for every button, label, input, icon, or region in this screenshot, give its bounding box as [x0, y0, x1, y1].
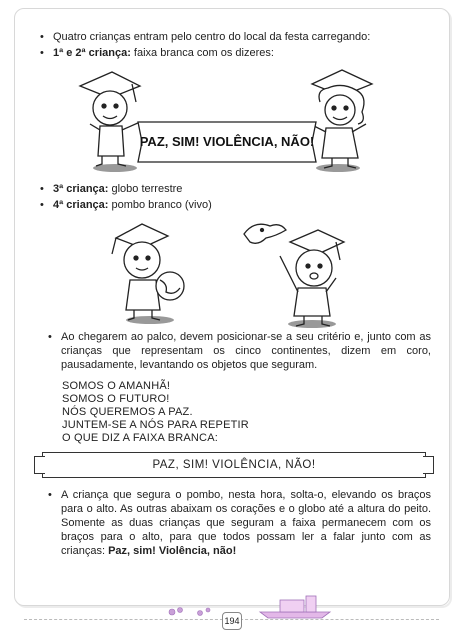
dove-icon: [244, 224, 286, 243]
child4-line: [40, 198, 433, 212]
globe-kid-drawing: [112, 224, 184, 320]
chant-line: JUNTEM-SE A NÓS PARA REPETIR: [62, 419, 249, 431]
bullet-dot: •: [40, 183, 44, 195]
chant-block: [62, 380, 249, 445]
chant-line: NÓS QUEREMOS A PAZ.: [62, 406, 193, 418]
illustration-banner: [138, 122, 316, 162]
final-text-bold: Paz, sim! Violência, não!: [108, 545, 237, 557]
banner-box-text: PAZ, SIM! VIOLÊNCIA, NÃO!: [152, 459, 316, 471]
globe-dove-kids-illustration: [90, 212, 380, 330]
child12-label: 1ª e 2ª criança:: [53, 47, 131, 59]
bullet-dot: •: [40, 47, 44, 59]
chant-line: SOMOS O AMANHÃ!: [62, 380, 171, 392]
bullet-dot: •: [40, 199, 44, 211]
intro-line: [40, 30, 433, 44]
arrival-text: Ao chegarem ao palco, devem posicionar-se a seu critério e, junto com as crianças que representam os cinco continentes, dizem em coro, pausadamente, levantando os objetos que seguram.: [61, 331, 431, 371]
globe-icon: [156, 272, 184, 300]
chant-line: O QUE DIZ A FAIXA BRANCA:: [62, 432, 218, 444]
child4-text: pombo branco (vivo): [108, 199, 212, 211]
right-kid-drawing: [312, 70, 372, 168]
banner-box: [42, 452, 426, 478]
ground-shadow: [126, 316, 174, 324]
page-number: 194: [222, 612, 242, 630]
dove-kid-drawing: [244, 224, 344, 326]
bullet-dot: •: [48, 489, 52, 501]
arrival-paragraph: [48, 330, 431, 372]
bullet-dot: •: [40, 31, 44, 43]
bullet-dot: •: [48, 331, 52, 343]
child3-text: globo terrestre: [108, 183, 183, 195]
ground-shadow: [288, 320, 336, 328]
child3-line: [40, 182, 433, 196]
left-kid-drawing: [80, 72, 140, 166]
child12-text: faixa branca com os dizeres:: [130, 47, 274, 59]
chant-line: SOMOS O FUTURO!: [62, 393, 170, 405]
footer-decoration-left: [160, 598, 220, 620]
banner-kids-illustration: [70, 64, 390, 176]
child12-line: [40, 46, 433, 60]
final-paragraph: [48, 488, 431, 558]
child3-label: 3ª criança:: [53, 183, 109, 195]
final-text: A criança que segura o pombo, nesta hora, solta-o, elevando os braços para o alto. As outras abaixam os corações e o globo até a altura do peito. Somente as duas crianças que seguram a faixa permanecem com os braços para o alto, para que todos possam ler a falar junto com as crianças:: [61, 489, 431, 557]
child4-label: 4ª criança:: [53, 199, 109, 211]
intro-text: Quatro crianças entram pelo centro do local da festa carregando:: [53, 31, 371, 43]
footer-boat-decoration: [250, 592, 340, 620]
illustration-banner-text: PAZ, SIM! VIOLÊNCIA, NÃO!: [139, 134, 315, 149]
